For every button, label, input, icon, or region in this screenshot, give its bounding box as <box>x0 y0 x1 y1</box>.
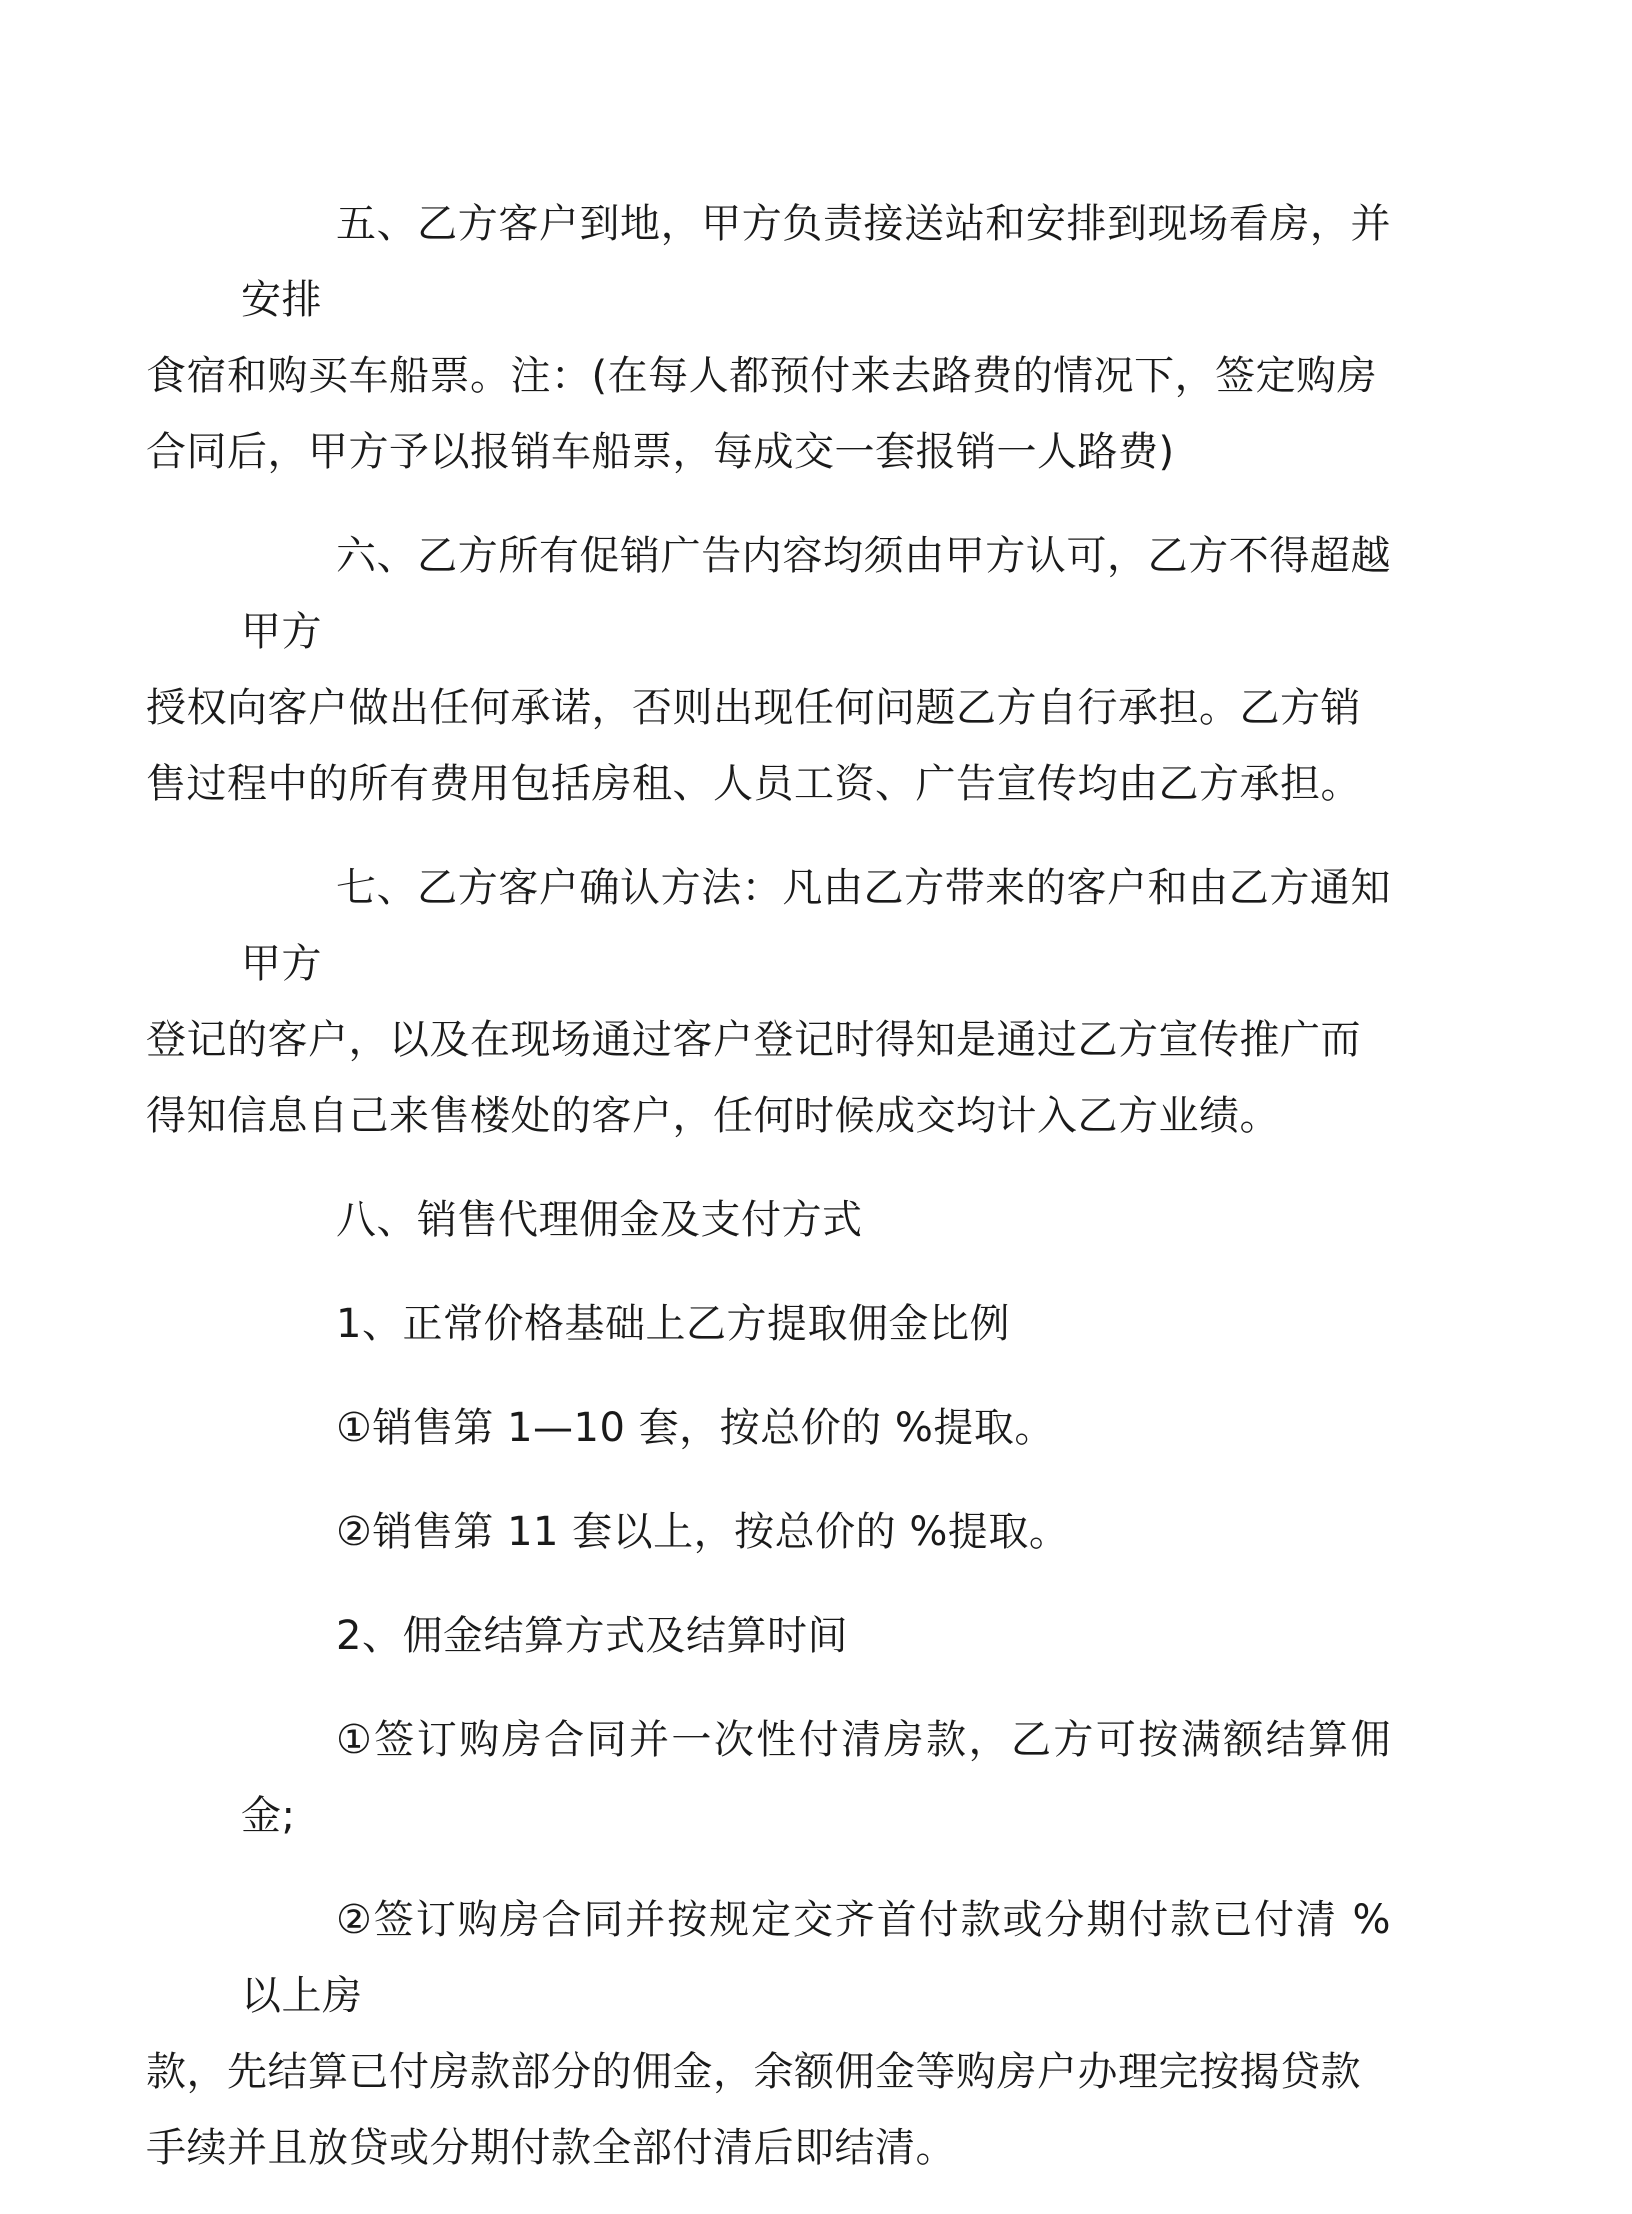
clause-5-paragraph <box>146 186 1391 490</box>
clause-7-line-3: 得知信息自己来售楼处的客户，任何时候成交均计入乙方业绩。 <box>146 1093 1280 1139</box>
settlement-method-2-line-1: ②签订购房合同并按规定交齐首付款或分期付款已付清 %以上房 <box>241 1897 1391 2019</box>
commission-tier-1-text: ①销售第 1—10 套，按总价的 %提取。 <box>336 1405 1055 1451</box>
clause-7-line-2: 登记的客户，以及在现场通过客户登记时得知是通过乙方宣传推广而 <box>146 1017 1361 1063</box>
settlement-method-2-line-3: 手续并且放贷或分期付款全部付清后即结清。 <box>146 2125 956 2171</box>
clause-6-line-2: 授权向客户做出任何承诺，否则出现任何问题乙方自行承担。乙方销 <box>146 685 1361 731</box>
commission-tier-1 <box>241 1390 1391 1466</box>
commission-tier-2-text: ②销售第 11 套以上，按总价的 %提取。 <box>336 1509 1070 1555</box>
settlement-method-2-line-2: 款，先结算已付房款部分的佣金，余额佣金等购房户办理完按揭贷款 <box>146 2049 1361 2095</box>
settlement-heading-text: 2、佣金结算方式及结算时间 <box>336 1613 848 1659</box>
settlement-method-2 <box>146 1882 1391 2186</box>
clause-7-paragraph <box>146 850 1391 1154</box>
commission-ratio-heading-text: 1、正常价格基础上乙方提取佣金比例 <box>336 1301 1010 1347</box>
clause-5-line-1: 五、乙方客户到地，甲方负责接送站和安排到现场看房，并安排 <box>241 201 1391 323</box>
settlement-method-1-text: ①签订购房合同并一次性付清房款，乙方可按满额结算佣金; <box>241 1717 1391 1839</box>
settlement-method-1 <box>241 1702 1391 1854</box>
clause-8-heading-text: 八、销售代理佣金及支付方式 <box>336 1197 863 1243</box>
document-body <box>146 186 1391 2214</box>
clause-6-line-1: 六、乙方所有促销广告内容均须由甲方认可，乙方不得超越甲方 <box>241 533 1391 655</box>
clause-6-line-3: 售过程中的所有费用包括房租、人员工资、广告宣传均由乙方承担。 <box>146 761 1361 807</box>
clause-6-paragraph <box>146 518 1391 822</box>
commission-tier-2 <box>241 1494 1391 1570</box>
commission-ratio-heading <box>241 1286 1391 1362</box>
clause-7-line-1: 七、乙方客户确认方法：凡由乙方带来的客户和由乙方通知甲方 <box>241 865 1391 987</box>
settlement-heading <box>241 1598 1391 1674</box>
clause-8-heading <box>241 1182 1391 1258</box>
clause-5-line-2: 食宿和购买车船票。注：(在每人都预付来去路费的情况下，签定购房 <box>146 353 1378 399</box>
clause-5-line-3: 合同后，甲方予以报销车船票，每成交一套报销一人路费) <box>146 429 1175 475</box>
